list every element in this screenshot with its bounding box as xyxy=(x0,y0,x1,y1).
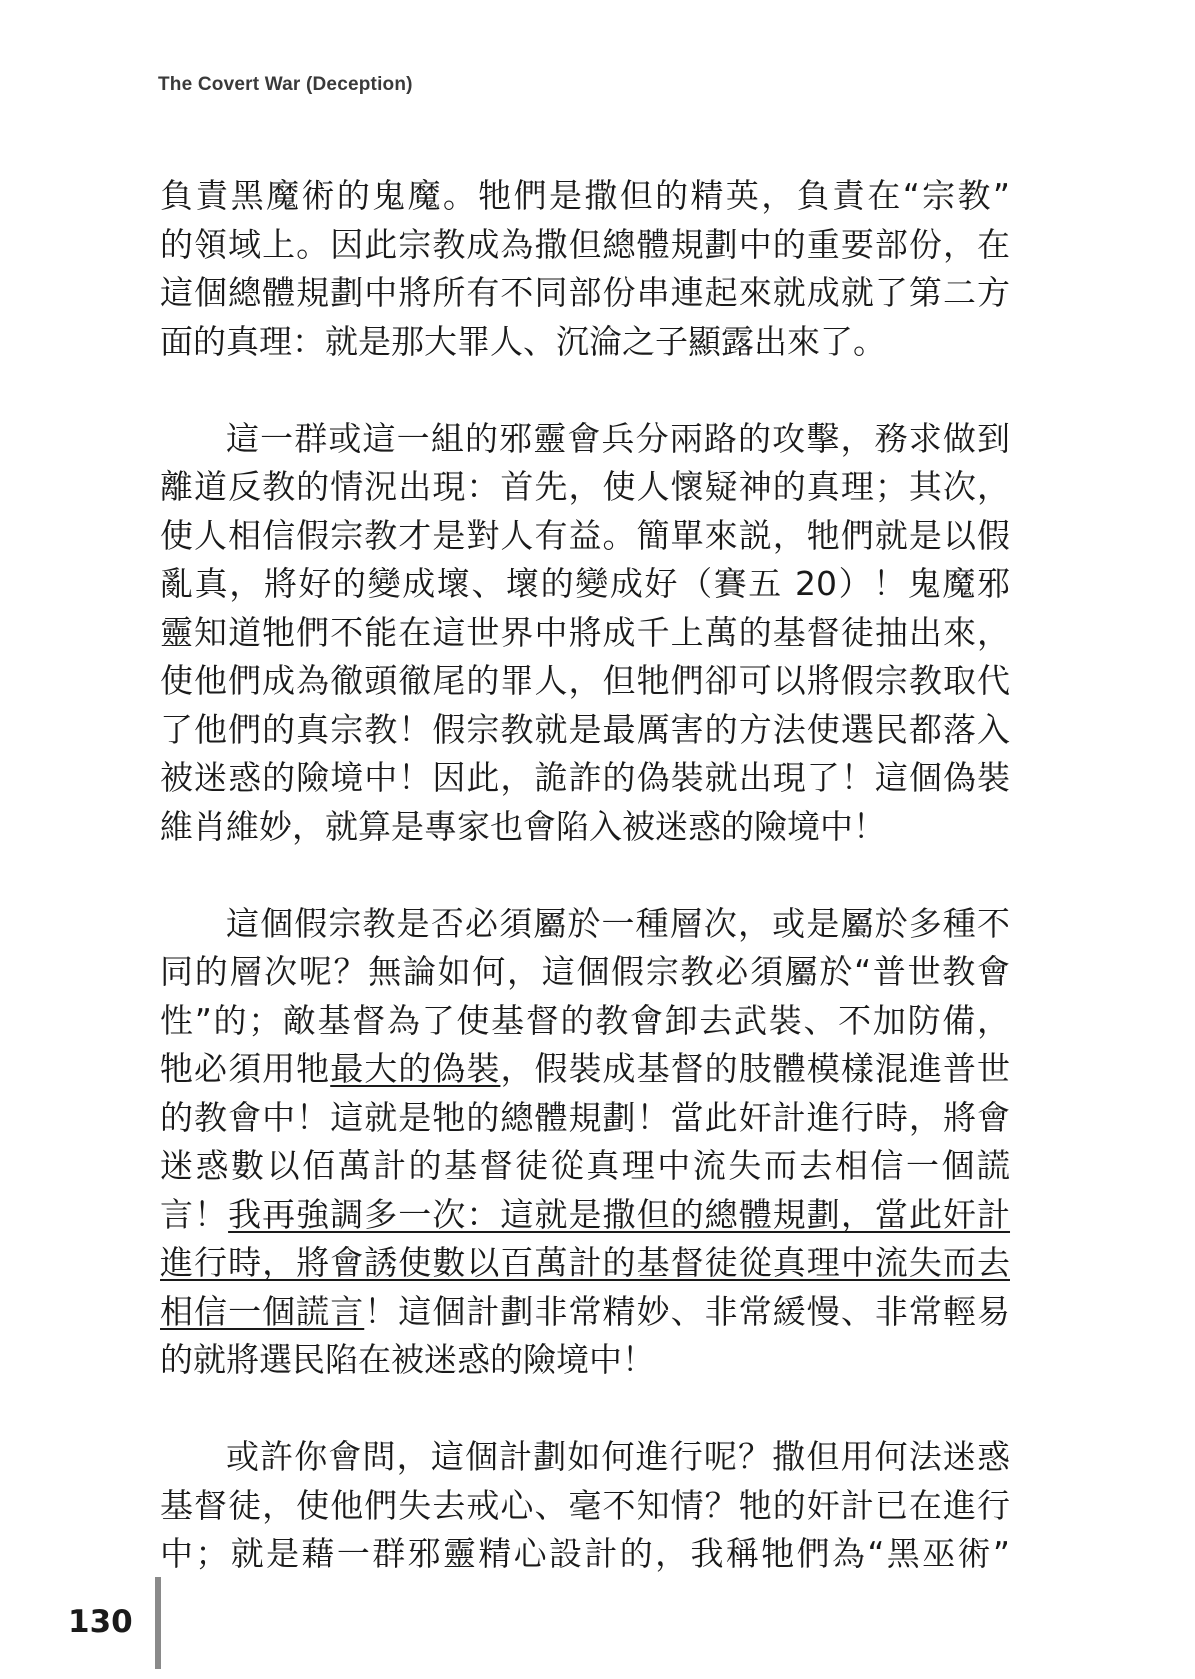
underlined-phrase: 最大的偽裝 xyxy=(330,1049,501,1088)
paragraph-gap xyxy=(160,851,1010,900)
text-line: 的領域上。因此宗教成為撒但總體規劃中的重要部份，在 xyxy=(160,224,1010,264)
text-line xyxy=(160,1045,1010,1094)
underlined-phrase: 進行時，將會誘使數以百萬計的基督徒從真理中流失而去 xyxy=(160,1243,1010,1282)
text-line: 同的層次呢？無論如何，這個假宗教必須屬於“普世教會 xyxy=(160,952,1010,991)
text-line: 或許你會問，這個計劃如何進行呢？撒但用何法迷惑 xyxy=(226,1437,1010,1476)
page-number: 130 xyxy=(68,1604,133,1640)
text-segment: 牠必須用牠 xyxy=(160,1049,331,1088)
text-line: 這個假宗教是否必須屬於一種層次，或是屬於多種不 xyxy=(226,903,1010,943)
text-line xyxy=(160,1288,1010,1337)
text-segment: ！這個計劃非常精妙、非常緩慢、非常輕易 xyxy=(364,1291,1011,1331)
text-line: 的就將選民陷在被迷惑的險境中！ xyxy=(160,1340,655,1379)
text-line: 離道反教的情況出現：首先，使人懷疑神的真理；其次， xyxy=(160,467,1010,506)
text-line: 被迷惑的險境中！因此，詭詐的偽裝就出現了！這個偽裝 xyxy=(160,758,1010,797)
body-text xyxy=(160,172,1010,1579)
text-line: 亂真，將好的變成壞、壞的變成好（賽五 20）！鬼魔邪 xyxy=(160,564,1010,603)
underlined-phrase: 相信一個謊言 xyxy=(160,1291,365,1331)
text-line xyxy=(160,1239,1010,1288)
text-line: 這個總體規劃中將所有不同部份串連起來就成就了第二方 xyxy=(160,273,1010,312)
text-line xyxy=(160,1191,1010,1240)
text-segment: 言！ xyxy=(160,1194,229,1234)
page-number-rule xyxy=(155,1577,161,1669)
underlined-phrase: 我再強調多一次：這就是撒但的總體規劃，當此奸計 xyxy=(228,1194,1011,1234)
paragraph-gap xyxy=(160,1385,1010,1434)
text-line: 性”的；敵基督為了使基督的教會卸去武裝、不加防備， xyxy=(160,1000,1010,1040)
text-line: 使人相信假宗教才是對人有益。簡單來説，牠們就是以假 xyxy=(160,515,1010,555)
text-line: 負責黑魔術的鬼魔。牠們是撒但的精英，負責在“宗教” xyxy=(160,176,1010,215)
running-head-title: The Covert War (Deception) xyxy=(158,74,413,95)
text-line: 使他們成為徹頭徹尾的罪人，但牠們卻可以將假宗教取代 xyxy=(160,661,1010,700)
text-line: 迷惑數以佰萬計的基督徒從真理中流失而去相信一個謊 xyxy=(160,1146,1010,1185)
text-line: 面的真理：就是那大罪人、沉淪之子顯露出來了。 xyxy=(160,321,886,361)
text-line: 的教會中！這就是牠的總體規劃！當此奸計進行時，將會 xyxy=(160,1097,1010,1137)
text-line: 了他們的真宗教！假宗教就是最厲害的方法使選民都落入 xyxy=(160,709,1010,749)
paragraph-gap xyxy=(160,366,1010,415)
text-line: 維肖維妙，就算是專家也會陷入被迷惑的險境中！ xyxy=(160,806,886,846)
text-line: 這一群或這一組的邪靈會兵分兩路的攻擊，務求做到 xyxy=(226,418,1010,458)
text-line: 基督徒，使他們失去戒心、毫不知情？牠的奸計已在進行 xyxy=(160,1485,1010,1525)
text-segment: ，假裝成基督的肢體模樣混進普世 xyxy=(500,1049,1011,1088)
text-line: 靈知道牠們不能在這世界中將成千上萬的基督徒抽出來， xyxy=(160,612,1010,652)
text-line: 中；就是藉一群邪靈精心設計的，我稱牠們為“黑巫術” xyxy=(160,1534,1010,1573)
